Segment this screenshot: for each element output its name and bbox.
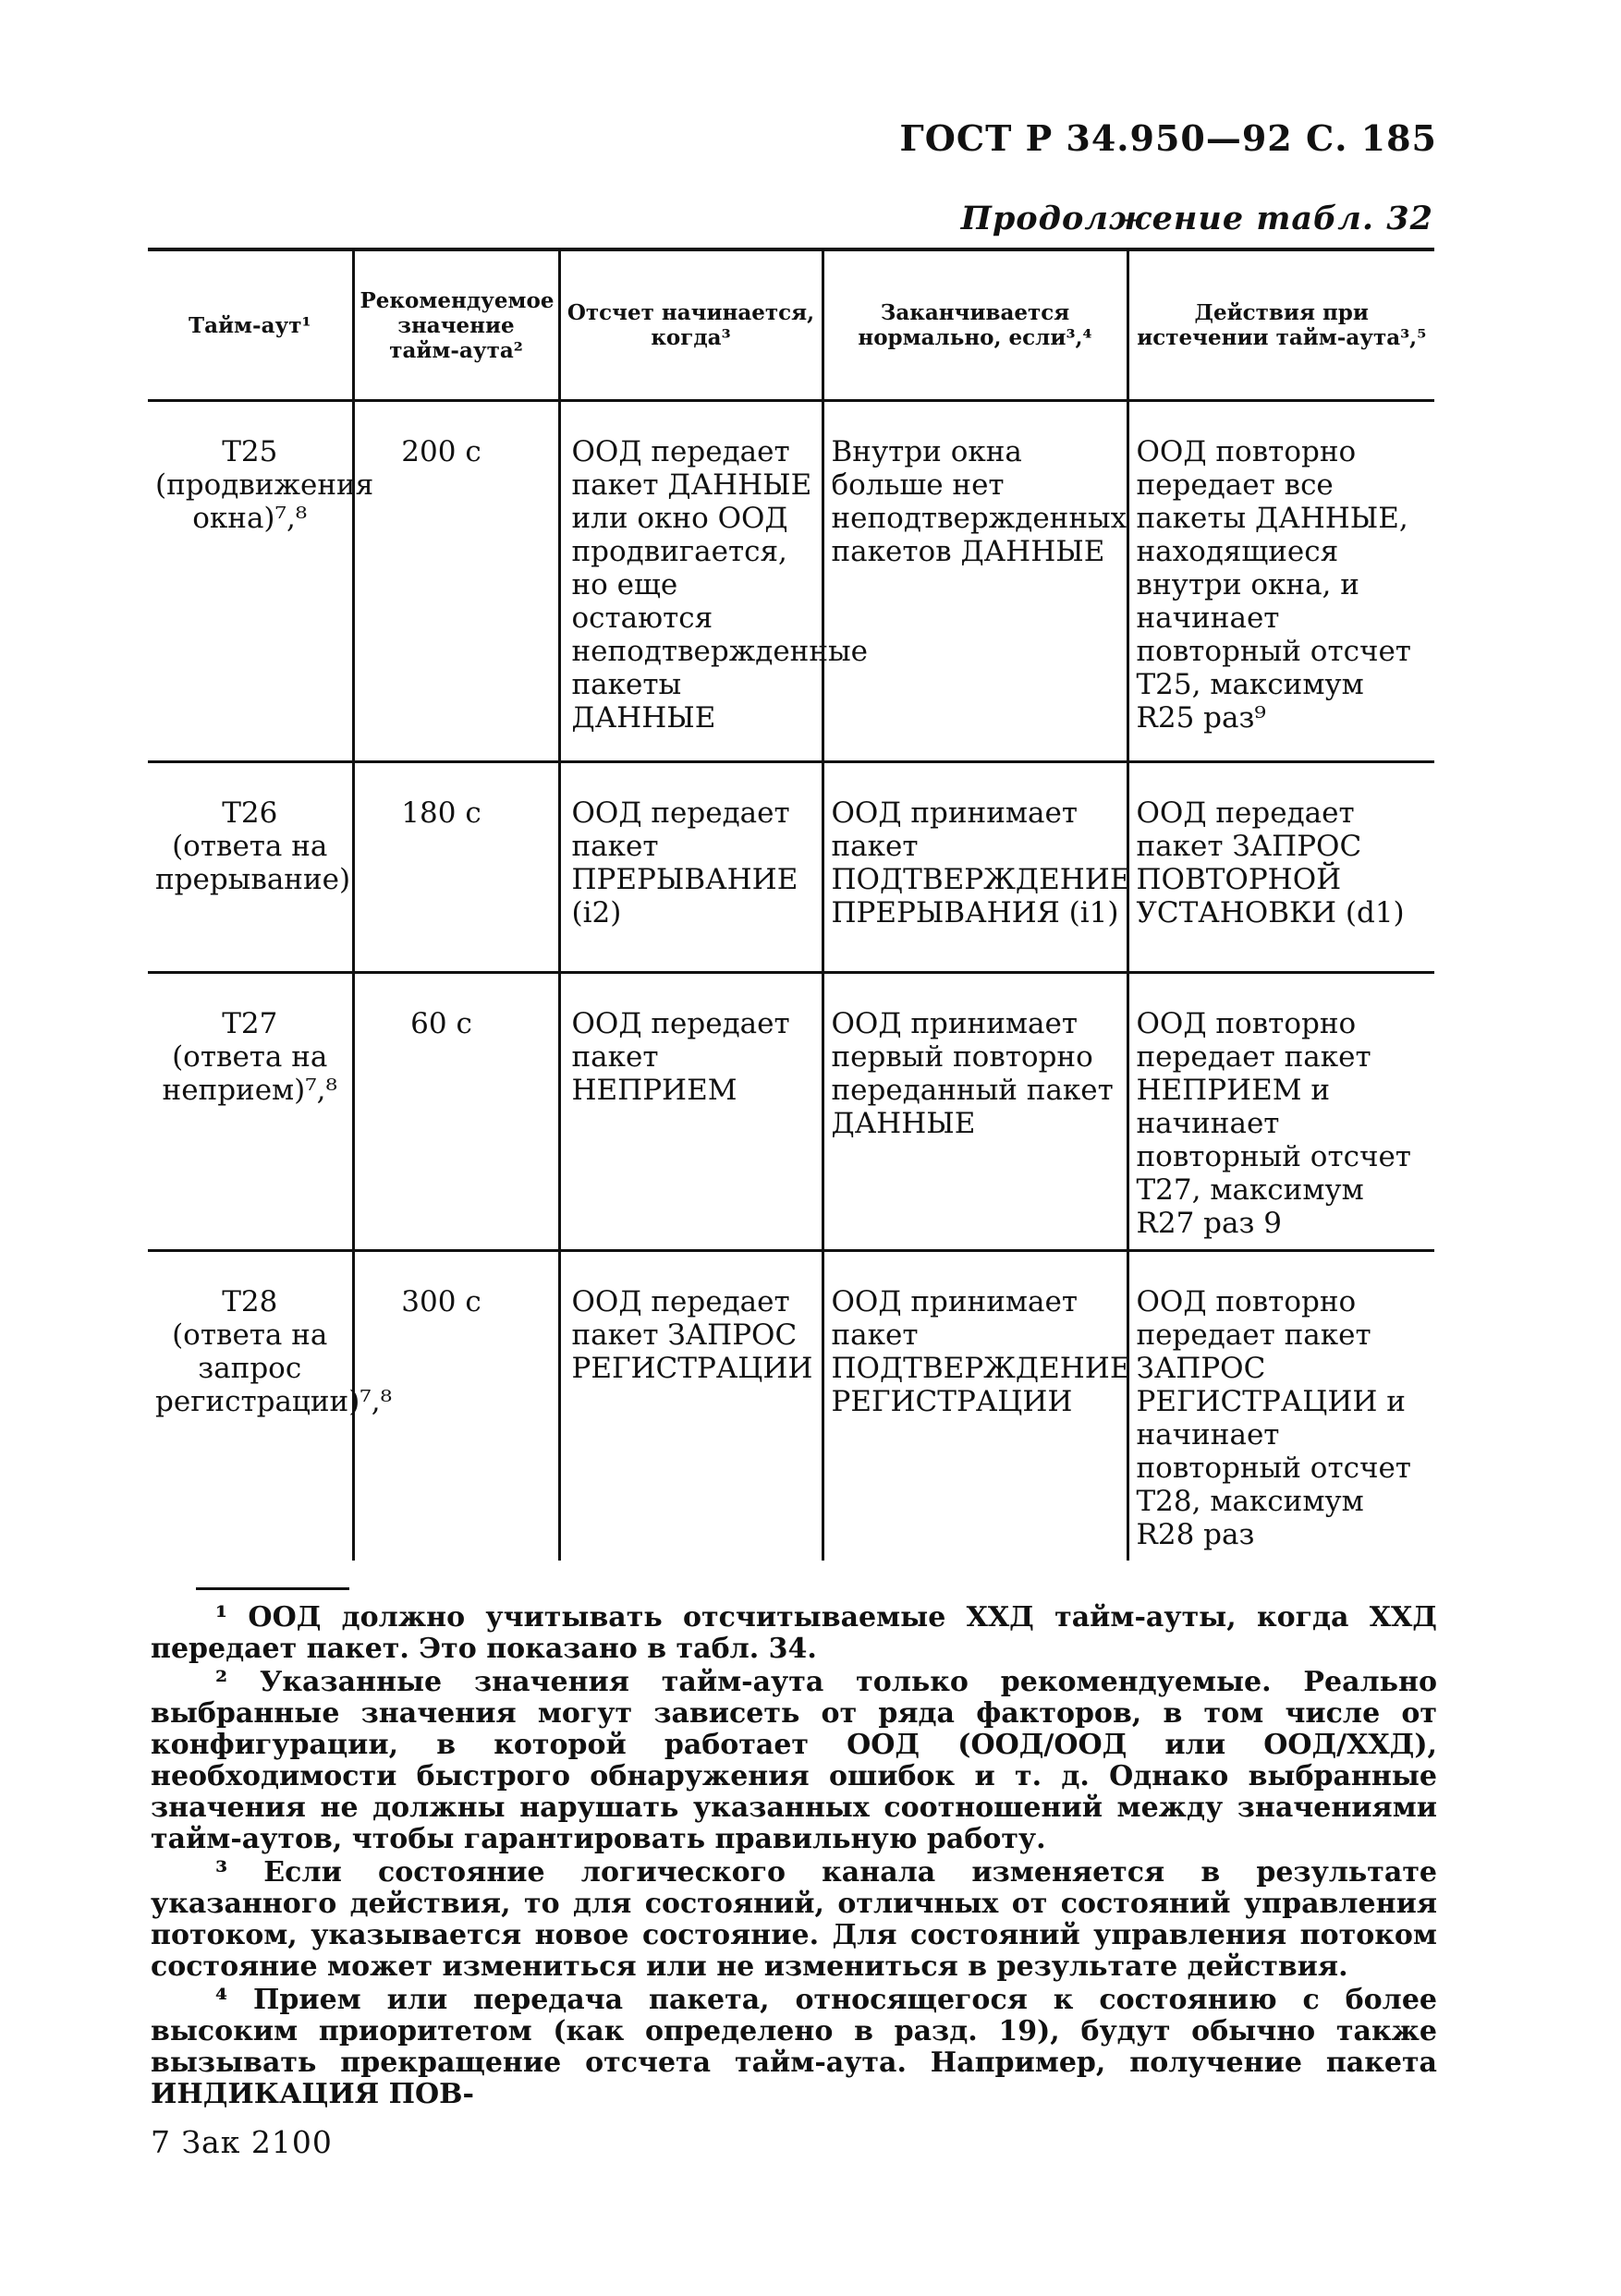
- standard-page-header: ГОСТ Р 34.950—92 С. 185: [899, 117, 1437, 159]
- print-order-reference: 7 Зак 2100: [151, 2124, 333, 2160]
- header-recommended-value: Рекомендуемое значение тайм-аута²: [353, 249, 559, 401]
- cell-value: 60 с: [353, 973, 559, 1251]
- table-row: [148, 973, 1434, 1251]
- footnote-1: ¹ ООД должно учитывать отсчитываемые ХХД тайм-ауты, когда ХХД передает пакет. Это показано в табл. 34.: [151, 1601, 1437, 1665]
- header-normal-end: Заканчивается нормально, если³,⁴: [823, 249, 1127, 401]
- cell-value: 200 с: [353, 401, 559, 762]
- cell-end: ООД принимает пакет ПОДТВЕРЖДЕНИЕ РЕГИСТРАЦИИ: [823, 1251, 1127, 1561]
- footnote-divider: [196, 1587, 349, 1590]
- table-row: [148, 1251, 1434, 1561]
- cell-timer: Т27 (ответа на неприем)⁷,⁸: [148, 973, 353, 1251]
- cell-action: ООД повторно передает пакет НЕПРИЕМ и начинает повторный отсчет Т27, максимум R27 раз 9: [1127, 973, 1434, 1251]
- cell-action: ООД повторно передает все пакеты ДАННЫЕ, находящиеся внутри окна, и начинает повторный отсчет Т25, максимум R25 раз⁹: [1127, 401, 1434, 762]
- cell-action: ООД передает пакет ЗАПРОС ПОВТОРНОЙ УСТАНОВКИ (d1): [1127, 762, 1434, 973]
- table-header-row: [148, 249, 1434, 401]
- cell-end: ООД принимает первый повторно переданный пакет ДАННЫЕ: [823, 973, 1127, 1251]
- cell-start: ООД передает пакет ПРЕРЫВАНИЕ (i2): [559, 762, 823, 973]
- cell-start: ООД передает пакет ДАННЫЕ или окно ООД продвигается, но еще остаются неподтвержденные пакеты ДАННЫЕ: [559, 401, 823, 762]
- footnote-3: ³ Если состояние логического канала изменяется в результате указанного действия, то для состояний, отличных от состояний управления потоком, указывается новое состояние. Для состояний управления потоком состояние может измениться или не измениться в результате действия.: [151, 1856, 1437, 1983]
- cell-end: ООД принимает пакет ПОДТВЕРЖДЕНИЕ ПРЕРЫВАНИЯ (i1): [823, 762, 1127, 973]
- footnote-4: ⁴ Прием или передача пакета, относящегося к состоянию с более высоким приоритетом (как определено в разд. 19), будут обычно также вызывать прекращение отсчета тайм-аута. Например, получение пакета ИНДИКАЦИЯ ПОВ-: [151, 1984, 1437, 2110]
- cell-timer: Т28 (ответа на запрос регистрации)⁷,⁸: [155, 1285, 392, 1418]
- cell-value: 300 с: [353, 1251, 559, 1561]
- header-timeout: Тайм-аут¹: [148, 249, 353, 401]
- cell-timer: Т25 (продвижения окна)⁷,⁸: [148, 401, 353, 762]
- table-continuation-label: Продолжение табл. 32: [960, 200, 1433, 237]
- footnote-2: ² Указанные значения тайм-аута только рекомендуемые. Реально выбранные значения могут зависеть от ряда факторов, в том числе от конфигурации, в которой работает ООД (ООД/ООД или ООД/ХХД), необходимости быстрого обнаружения ошибок и т. д. Однако выбранные значения не должны нарушать указанных соотношений между значениями тайм-аутов, чтобы гарантировать правильную работу.: [151, 1666, 1437, 1855]
- header-expiry-action: Действия при истечении тайм-аута³,⁵: [1127, 249, 1434, 401]
- cell-action: ООД повторно передает пакет ЗАПРОС РЕГИСТРАЦИИ и начинает повторный отсчет Т28, максимум R28 раз: [1127, 1251, 1434, 1561]
- header-start-condition: Отсчет начинается, когда³: [559, 249, 823, 401]
- cell-end: Внутри окна больше нет неподтвержденных пакетов ДАННЫЕ: [823, 401, 1127, 762]
- cell-value: 180 с: [353, 762, 559, 973]
- cell-start: ООД передает пакет ЗАПРОС РЕГИСТРАЦИИ: [559, 1251, 823, 1561]
- table-row: [148, 401, 1434, 762]
- timeout-table: [148, 248, 1434, 1561]
- footnotes: [151, 1602, 1437, 2112]
- table-row: [148, 762, 1434, 973]
- cell-timer: Т26 (ответа на прерывание): [148, 762, 353, 973]
- cell-start: ООД передает пакет НЕПРИЕМ: [559, 973, 823, 1251]
